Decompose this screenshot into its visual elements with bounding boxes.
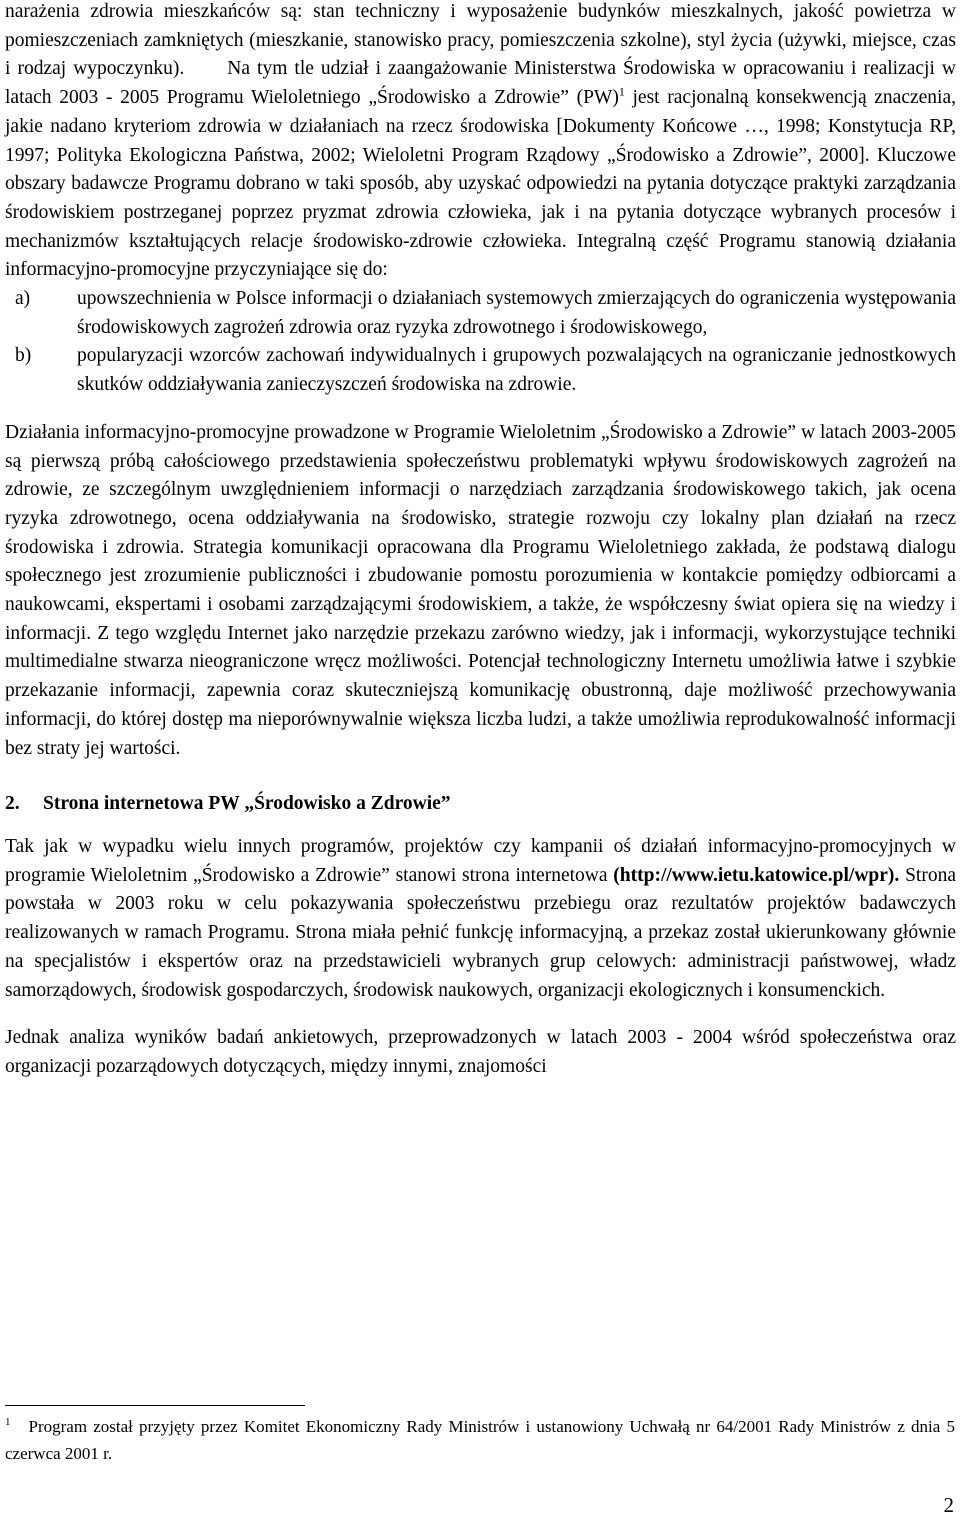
list-text-b: popularyzacji wzorców zachowań indywidualnych i grupowych pozwalających na ograniczanie jednostkowych skutków oddziaływania zanieczyszczeń środowiska na zdrowie. [77,345,956,396]
list-label-a: a) [15,288,31,310]
spacer [5,1005,956,1024]
paragraph-1-text-b: jest racjonalną konsekwencją znaczenia, jakie nadano kryteriom zdrowia w działaniach na rzecz środowiska [Dokumenty Końcowe …, 1998; Konstytucja RP, 1997; Polityka Ekologiczna Państwa, 2002; Wieloletni Program Rządowy „Środowisko a Zdrowie”, 2000]. Kluczowe obszary badawcze Programu dobrano w taki sposób, aby uzyskać odpowiedzi na pytania dotyczące praktyki zarządzania środowiskiem postrzeganej poprzez pryzmat zdrowia człowieka, jak i na pytania dotyczące wybranych procesów i mechanizmów kształtujących relacje środowisko-zdrowie człowieka. Integralną część Programu stanowią działania informacyjno-promocyjne przyczyniające się do: [5,87,956,281]
spacer [5,400,956,419]
paragraph-3-text-b: Strona powstała w 2003 roku w celu pokazywania społeczeństwu przebiegu oraz rezultatów projektów badawczych realizowanych w ramach Programu. Strona miała pełnić funkcję informacyjną, a przekaz został ukierunkowany głównie na specjalistów i ekspertów oraz na przedstawicieli wybranych grup celowych: administracji państwowej, władz samorządowych, środowisk gospodarczych, środowisk naukowych, organizacji ekologicznych i konsumenckich. [5,864,956,1001]
section-title: Strona internetowa PW „Środowisko a Zdrowie” [43,793,451,815]
footnote [5,1413,955,1467]
bullet-list [5,285,956,400]
paragraph-4: Jednak analiza wyników badań ankietowych, przeprowadzonych w latach 2003 - 2004 wśród społeczeństwa oraz organizacji pozarządowych dotyczących, między innymi, znajomości [5,1027,956,1077]
website-url: (http://www.ietu.katowice.pl/wpr). [613,864,900,886]
footnote-reference: 1 [618,84,625,99]
section-number: 2. [5,793,20,815]
footnote-text: Program został przyjęty przez Komitet Ekonomiczny Rady Ministrów i ustanowiony Uchwałą nr 64/2001 Rady Ministrów z dnia 5 czerwca 2001 r. [5,1417,955,1463]
footnote-separator [5,1405,305,1406]
list-label-b: b) [15,345,32,367]
spacer [5,763,956,790]
intro-text: narażenia zdrowia mieszkańców są: stan techniczny i wyposażenie budynków mieszkalnych, jakość powietrza w pomieszczeniach zamkniętych (mieszkanie, stanowisko pracy, pomieszczenia szkolne), styl życia (używki, miejsce, czas i rodzaj wypoczynku). [5,1,956,80]
section-heading [5,790,956,819]
list-item-b [5,342,956,399]
list-item-a [5,285,956,342]
list-text-a: upowszechnienia w Polsce informacji o działaniach systemowych zmierzających do ograniczenia występowania środowiskowych zagrożeń zdrowia oraz ryzyka zdrowotnego i środowiskowego, [77,288,956,338]
paragraph-1-text-a: Na tym tle udział i zaangażowanie Ministerstwa Środowiska w opracowaniu i realizacji w latach 2003 - 2005 Programu Wieloletniego „Środowisko a Zdrowie” (PW) [5,58,957,109]
paragraph-3 [5,833,956,1005]
paragraph-2: Działania informacyjno-promocyjne prowadzone w Programie Wieloletnim „Środowisko a Zdrowie” w latach 2003-2005 są pierwszą próbą całościowego przedstawienia społeczeństwu problematyki wpływu środowiskowych zagrożeń na zdrowie, ze szczególnym uwzględnieniem informacji o narzędziach zarządzania środowiskowego takich, jak ocena ryzyka zdrowotnego, ocena oddziaływania na środowisko, strategie rozwoju czy lokalny plan działań na rzecz środowiska i zdrowia. Strategia komunikacji opracowana dla Programu Wieloletniego zakłada, że podstawą dialogu społecznego jest zrozumienie publiczności i zbudowanie pomostu porozumienia w kontakcie pomiędzy odbiorcami a naukowcami, ekspertami i osobami zarządzającymi środowiskiem, a także, że współczesny świat opiera się na wiedzy i informacji. Z tego względu Internet jako narzędzie przekazu zarówno wiedzy, jak i informacji, wykorzystujące techniki multimedialne stwarza nieograniczone wręcz możliwości. Potencjał technologiczny Internetu umożliwia łatwe i szybkie przekazanie informacji, zapewnia coraz skuteczniejszą komunikację obustronną, daje możliwość przechowywania informacji, do której dostęp ma nieporównywalnie większa liczba ludzi, a także umożliwia reprodukowalność informacji bez straty jej wartości. [5,421,956,759]
paragraph-3-text-a: Tak jak w wypadku wielu innych programów, projektów czy kampanii oś działań informacyjno-promocyjnych w programie Wieloletnim „Środowisko a Zdrowie” stanowi strona internetowa [5,835,956,886]
paragraph-intro-continuation [5,0,956,285]
page-number: 2 [943,1493,954,1517]
footnote-mark: 1 [5,1416,11,1429]
spacer [5,819,956,833]
document-page [5,0,956,1082]
